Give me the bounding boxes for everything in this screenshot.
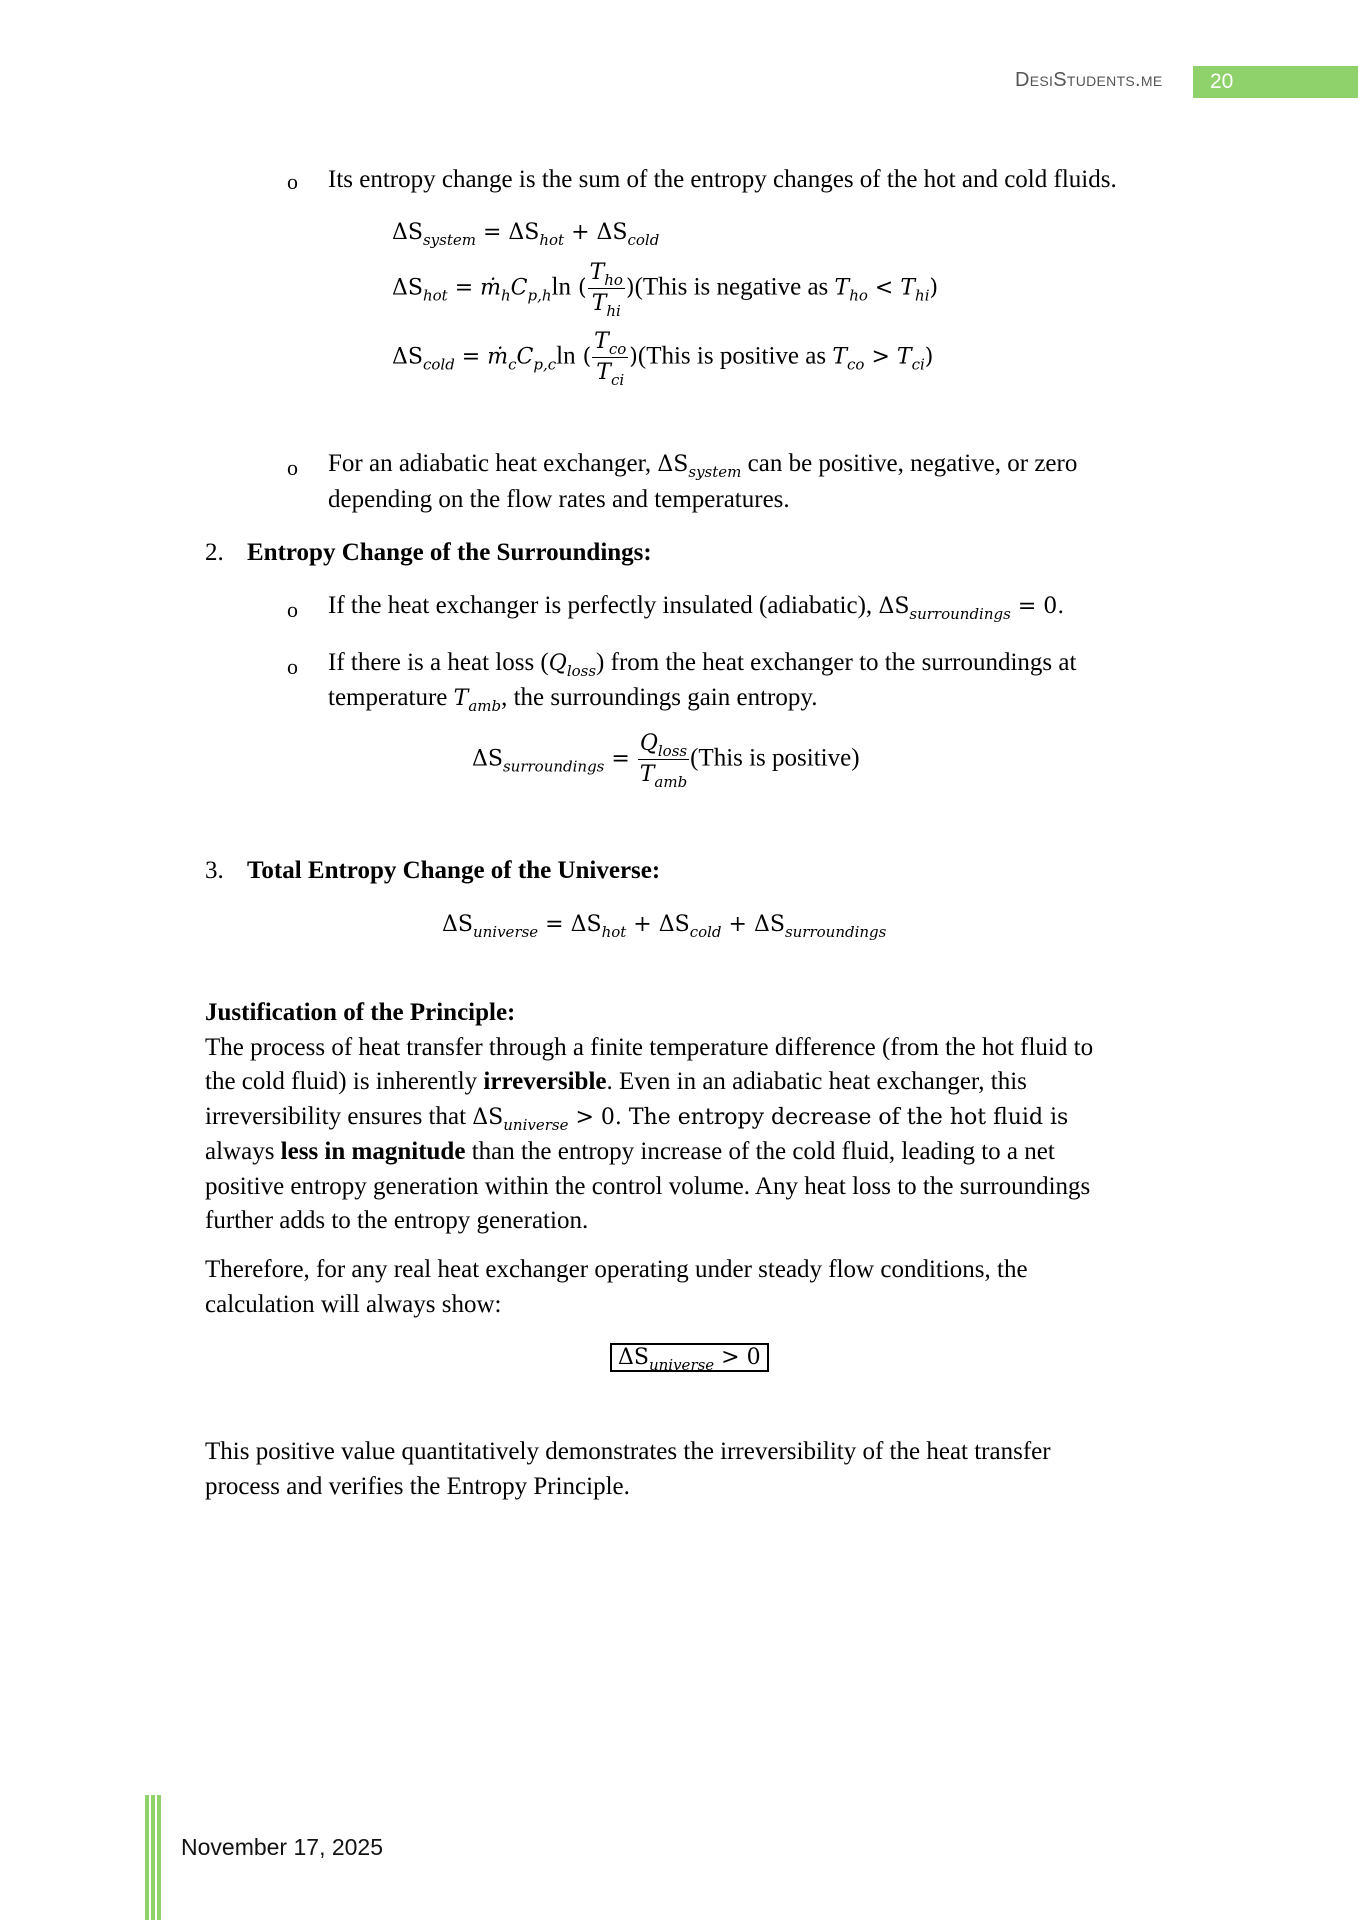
justification-line: always less in magnitude than the entropy increase of the cold fluid, leading to a net (205, 1138, 1055, 1165)
bullet-adiabatic-text: For an adiabatic heat exchanger, $\Delta S_{system}$ can be positive, negative, or zero (328, 450, 1078, 481)
justification-line: the cold fluid) is inherently irreversible. Even in an adiabatic heat exchanger, this (205, 1068, 1027, 1095)
section-3-title: Total Entropy Change of the Universe: (247, 857, 661, 884)
bullet-loss-text-line2: temperature $T_{amb}$, the surroundings gain entropy. (328, 684, 818, 715)
conclusion-paragraph: This positive value quantitatively demonstrates the irreversibility of the heat transfer process and verifies the Entropy Principle. (205, 1438, 1051, 1500)
therefore-paragraph: Therefore, for any real heat exchanger operating under steady flow conditions, the calculation will always show: (205, 1256, 1028, 1318)
bullet-icon: o (287, 455, 298, 480)
justification-line: further adds to the entropy generation. (205, 1207, 589, 1234)
section-3-number: 3. (205, 857, 224, 884)
equation-universe: $\Delta S_{universe} = \Delta S_{hot} + \Delta S_{cold} + \Delta S_{surroundings}$ (442, 912, 887, 941)
justification-block (205, 996, 1185, 1239)
footer-decorative-lines (145, 1795, 161, 1920)
justification-line: The process of heat transfer through a finite temperature difference (from the hot fluid to (205, 1033, 1094, 1061)
bullet-icon: o (287, 597, 298, 622)
footer-date: November 17, 2025 (181, 1834, 384, 1860)
equation-hot: $\Delta S_{hot}$ = $ṁ_hC_{p,h}\ln$ ( $\frac{T_{ho}}{T_{hi}}$ )(This is negative as $T_{ho} < T_{hi}$) (392, 260, 939, 320)
equation-cold: $\Delta S_{cold}$ = $ṁ_cC_{p,c}\ln$ ( $\frac{T_{co}}{T_{ci}}$ )(This is positive as $T_{co} > T_{ci}$) (392, 329, 934, 389)
section-2-number: 2. (205, 539, 224, 566)
section-2-title: Entropy Change of the Surroundings: (247, 539, 652, 566)
bullet-sum-text: Its entropy change is the sum of the entropy changes of the hot and cold fluids. (328, 166, 1117, 193)
equation-surroundings: $\Delta S_{surroundings}$ = $\frac{Q_{loss}}{T_{amb}}$ (This is positive) (472, 731, 860, 791)
justification-line: irreversibility ensures that $\Delta S_{universe} > 0$. The entropy decrease of the hot fluid is (205, 1102, 1069, 1134)
justification-line: positive entropy generation within the control volume. Any heat loss to the surroundings (205, 1172, 1091, 1200)
boxed-result-equation: $\Delta S_{universe} > 0$ (610, 1343, 769, 1372)
bullet-loss-text: If there is a heat loss $(Q_{loss})$ from the heat exchanger to the surroundings at (328, 649, 1077, 680)
bullet-icon: o (287, 654, 298, 679)
bullet-icon: o (287, 169, 298, 194)
bullet-insulated-text: If the heat exchanger is perfectly insulated (adiabatic), $\Delta S_{surroundings} = 0$. (328, 592, 1065, 623)
site-name: DesiStudents.me (1015, 69, 1163, 91)
page-number: 20 (1193, 66, 1358, 98)
equation-system: $\Delta S_{system} = \Delta S_{hot} + \Delta S_{cold}$ (392, 220, 660, 249)
bullet-adiabatic-text-line2: depending on the flow rates and temperatures. (328, 486, 790, 513)
justification-title: Justification of the Principle: (205, 999, 516, 1026)
